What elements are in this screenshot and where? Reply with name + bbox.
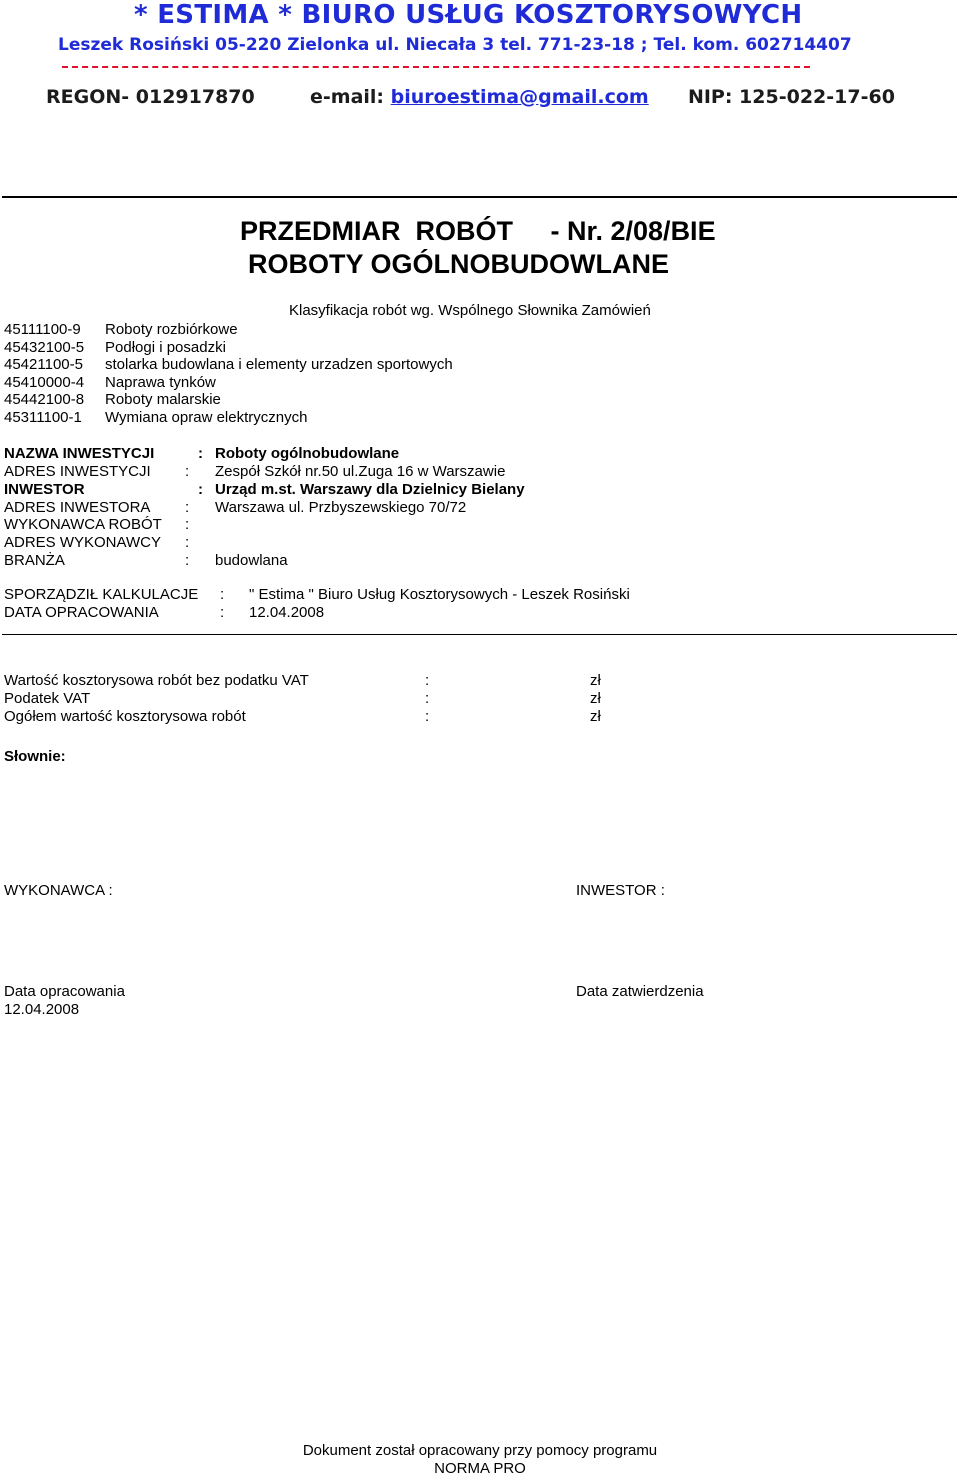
cpv-description: Podłogi i posadzki — [105, 339, 226, 356]
investment-name-colon: : — [198, 445, 203, 462]
footer-software: NORMA PRO — [434, 1460, 526, 1477]
cpv-row — [4, 356, 524, 374]
date-prepared-value: 12.04.2008 — [4, 1001, 80, 1018]
investor-label: INWESTOR — [4, 481, 85, 498]
value-net-unit: zł — [590, 672, 601, 689]
investment-address-colon: : — [185, 463, 190, 480]
value-total-unit: zł — [590, 708, 601, 725]
investment-address-value: Zespół Szkół nr.50 ul.Zuga 16 w Warszawie — [215, 463, 506, 480]
footer-note: Dokument został opracowany przy pomocy programu — [302, 1442, 658, 1459]
document-subtitle: ROBOTY OGÓLNOBUDOWLANE — [248, 249, 669, 279]
cpv-code: 45421100-5 — [4, 356, 83, 373]
prepared-by-colon: : — [220, 586, 225, 603]
preparation-date-colon: : — [220, 604, 225, 621]
letterhead-id-row — [46, 86, 895, 108]
cpv-row — [4, 321, 524, 339]
vat-unit: zł — [590, 690, 601, 707]
value-net-label: Wartość kosztorysowa robót bez podatku VAT — [4, 672, 309, 689]
cpv-row — [4, 391, 524, 409]
letterhead-regon: REGON- 012917870 — [46, 86, 255, 108]
cpv-code: 45111100-9 — [4, 321, 81, 338]
in-words-label: Słownie: — [4, 748, 66, 765]
preparation-date-label: DATA OPRACOWANIA — [4, 604, 159, 621]
value-net-colon: : — [425, 672, 430, 689]
cpv-code: 45442100-8 — [4, 391, 85, 408]
cpv-code: 45432100-5 — [4, 339, 85, 356]
prepared-by-value: " Estima " Biuro Usług Kosztorysowych - Leszek Rosiński — [249, 586, 630, 603]
contractor-address-colon: : — [185, 534, 190, 551]
document-title: PRZEDMIAR ROBÓT - Nr. 2/08/BIE — [240, 216, 716, 246]
investment-address-label: ADRES INWESTYCJI — [4, 463, 151, 480]
letterhead-email-link[interactable]: biuroestima@gmail.com — [390, 86, 649, 108]
investment-name-label: NAZWA INWESTYCJI — [4, 445, 155, 462]
cpv-row — [4, 339, 524, 357]
preparation-date-value: 12.04.2008 — [249, 604, 325, 621]
investor-colon: : — [198, 481, 203, 498]
contractor-address-label: ADRES WYKONAWCY — [4, 534, 161, 551]
contractor-colon: : — [185, 516, 190, 533]
value-total-colon: : — [425, 708, 430, 725]
investor-address-colon: : — [185, 499, 190, 516]
cpv-code: 45410000-4 — [4, 374, 85, 391]
investor-address-value: Warszawa ul. Przbyszewskiego 70/72 — [215, 499, 467, 516]
vat-colon: : — [425, 690, 430, 707]
prepared-by-label: SPORZĄDZIŁ KALKULACJE — [4, 586, 199, 603]
cpv-description: Roboty malarskie — [105, 391, 221, 408]
letterhead-nip: NIP: 125-022-17-60 — [687, 86, 895, 108]
letterhead-company-name: * ESTIMA * BIURO USŁUG KOSZTORYSOWYCH — [134, 0, 803, 30]
investor-address-label: ADRES INWESTORA — [4, 499, 151, 516]
cpv-description: Naprawa tynków — [105, 374, 216, 391]
top-rule — [2, 196, 957, 198]
mid-rule — [2, 634, 957, 635]
cpv-code: 45311100-1 — [4, 409, 82, 426]
investor-value: Urząd m.st. Warszawy dla Dzielnicy Bielany — [215, 481, 525, 498]
cpv-row — [4, 409, 524, 427]
vat-label: Podatek VAT — [4, 690, 91, 707]
branch-label: BRANŻA — [4, 552, 65, 569]
date-prepared-label: Data opracowania — [4, 983, 125, 1000]
contractor-signature-label: WYKONAWCA : — [4, 882, 113, 899]
branch-colon: : — [185, 552, 190, 569]
value-total-label: Ogółem wartość kosztorysowa robót — [4, 708, 246, 725]
cpv-row — [4, 374, 524, 392]
cpv-description: Wymiana opraw elektrycznych — [105, 409, 308, 426]
date-approval-label: Data zatwierdzenia — [576, 983, 704, 1000]
cpv-description: stolarka budowlana i elementy urzadzen sportowych — [105, 356, 453, 373]
branch-value: budowlana — [215, 552, 288, 569]
letterhead-email-label: e-mail: — [310, 86, 385, 108]
investor-signature-label: INWESTOR : — [576, 882, 665, 899]
cpv-description: Roboty rozbiórkowe — [105, 321, 238, 338]
contractor-label: WYKONAWCA ROBÓT — [4, 516, 162, 533]
letterhead-dashed-divider — [62, 66, 810, 68]
letterhead-address: Leszek Rosiński 05-220 Zielonka ul. Niecała 3 tel. 771-23-18 ; Tel. kom. 602714407 — [58, 35, 852, 55]
classification-header: Klasyfikacja robót wg. Wspólnego Słownika Zamówień — [289, 302, 651, 319]
investment-name-value: Roboty ogólnobudowlane — [215, 445, 400, 462]
